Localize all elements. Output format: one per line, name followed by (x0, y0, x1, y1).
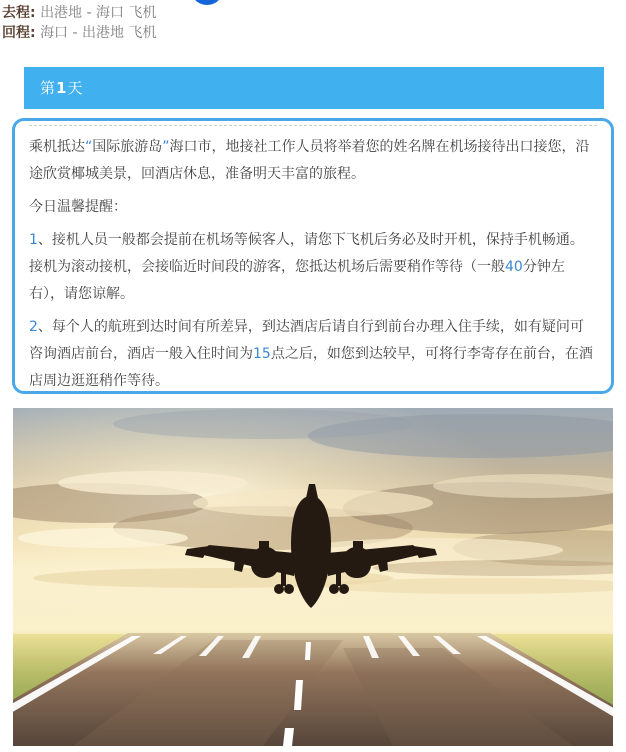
arrival-text: 乘机抵达 (29, 139, 85, 155)
tip-1: 1、接机人员一般都会提前在机场等候客人，请您下飞机后务必及时开机，保持手机畅通。接机为滚动接机，会接临近时间段的游客，您抵达机场后需要稍作等待（一般40分钟左右），请您谅解。 (29, 232, 584, 302)
tip-1-minutes: 40 (505, 259, 523, 275)
tip-1-number: 1 (29, 232, 38, 248)
quote-close: ” (162, 139, 170, 155)
tip-1-text-rest: 分钟左右），请您谅解。 (29, 259, 565, 302)
outbound-value: 出港地 - 海口 飞机 (40, 5, 157, 21)
outbound-label: 去程: (2, 5, 36, 21)
arrival-text-rest: 海口市，地接社工作人员将举着您的姓名牌在机场接待出口接您，沿途欣赏椰城美景，回酒店休息，准备明天丰富的旅程。 (29, 139, 590, 182)
tip-2: 2、每个人的航班到达时间有所差异，到达酒店后请自行到前台办理入住手续，如有疑问可咨询酒店前台，酒店一般入住时间为15点之后，如您到达较早，可将行李寄存在前台，在酒店周边逛逛稍作等待。 (29, 319, 593, 389)
day-title-pre: 第 (40, 79, 56, 97)
day-notes-content (15, 126, 611, 395)
tip-2-number: 2 (29, 319, 38, 335)
tip-2-text-rest: 点之后，如您到达较早，可将行李寄存在前台，在酒店周边逛逛稍作等待。 (29, 346, 593, 389)
arrival-paragraph (29, 134, 597, 188)
day-title-number: 1 (56, 79, 67, 97)
day-1-header (24, 67, 604, 109)
day-notes-box (12, 118, 614, 394)
return-label: 回程: (2, 25, 36, 41)
tip-1-text: 接机人员一般都会提前在机场等候客人，请您下飞机后务必及时开机，保持手机畅通。接机为滚动接机，会接临近时间段的游客，您抵达机场后需要稍作等待（一般 (29, 232, 584, 275)
return-value: 海口 - 出港地 飞机 (40, 25, 157, 41)
outbound-route-line (2, 3, 156, 23)
airplane-runway-illustration (13, 408, 613, 746)
island-name: 国际旅游岛 (92, 139, 163, 155)
return-route-line (2, 23, 156, 43)
tip-2-text: 每个人的航班到达时间有所差异，到达酒店后请自行到前台办理入住手续，如有疑问可咨询酒店前台，酒店一般入住时间为 (29, 319, 584, 362)
reminder-heading: 今日温馨提醒： (29, 199, 127, 215)
airplane-runway-photo (13, 408, 613, 746)
trip-meta (2, 3, 156, 43)
tip-2-checkin-hour: 15 (253, 346, 271, 362)
logo-fragment (193, 0, 221, 5)
day-title-post: 天 (67, 79, 83, 97)
quote-open: “ (85, 139, 93, 155)
